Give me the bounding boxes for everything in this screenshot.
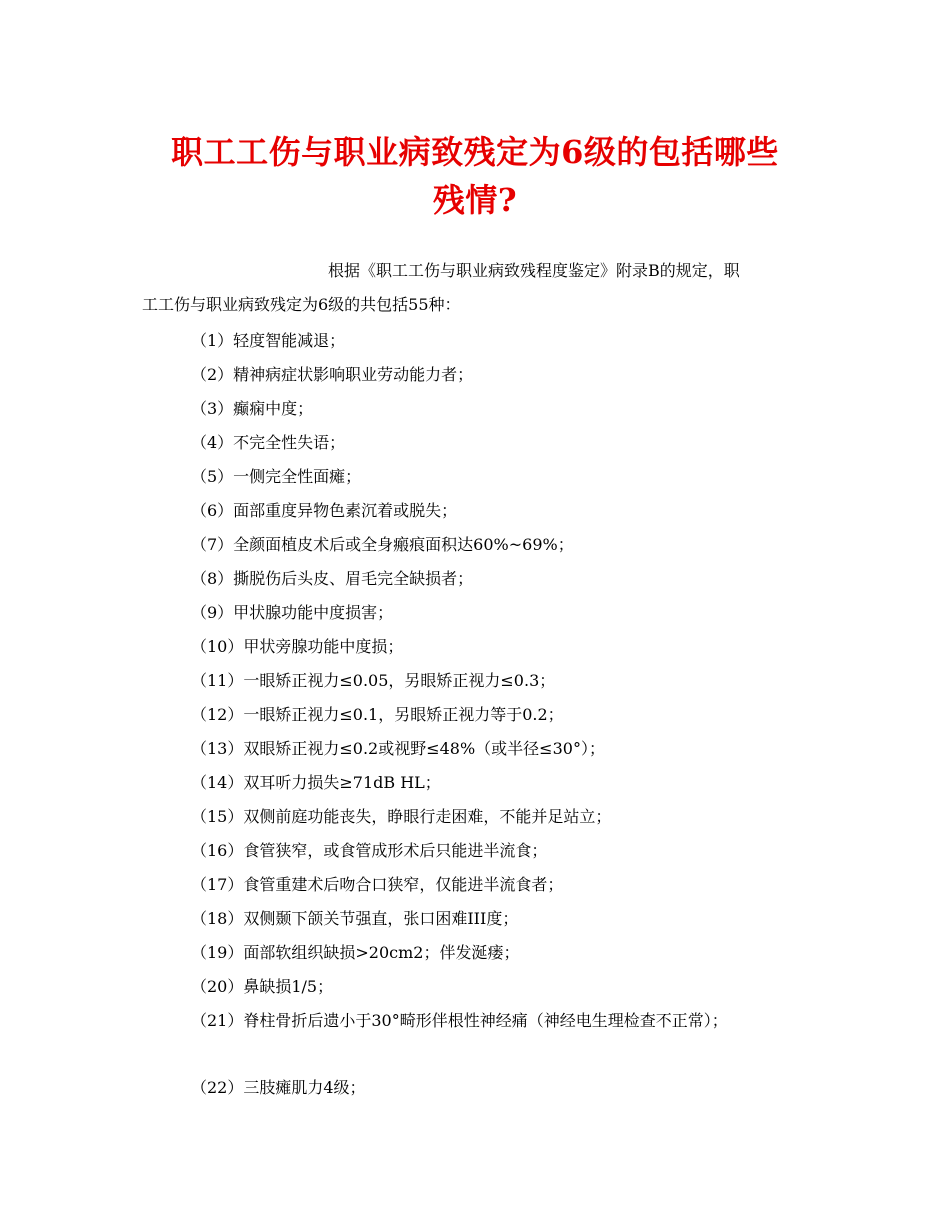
list-item: （18）双侧颞下颌关节强直，张口困难III度；	[191, 909, 519, 928]
list-item: （2）精神病症状影响职业劳动能力者；	[191, 365, 474, 384]
intro-line-2: 工工伤与职业病致残定为6级的共包括55种：	[142, 295, 461, 314]
title-line-1: 职工工伤与职业病致残定为6级的包括哪些	[171, 133, 779, 171]
list-item: （20）鼻缺损1/5；	[191, 977, 334, 996]
list-item: （8）撕脱伤后头皮、眉毛完全缺损者；	[191, 569, 474, 588]
list-item: （16）食管狭窄，或食管成形术后只能进半流食；	[191, 841, 548, 860]
list-item: （13）双眼矫正视力≤0.2或视野≤48%（或半径≤30°）；	[191, 739, 605, 758]
list-item: （5）一侧完全性面瘫；	[191, 467, 362, 486]
list-item: （9）甲状腺功能中度损害；	[191, 603, 394, 622]
list-item: （19）面部软组织缺损>20cm2；伴发涎瘘；	[191, 943, 520, 962]
list-item: （1）轻度智能减退；	[191, 331, 346, 350]
title-line-2: 残情?	[432, 181, 518, 219]
list-item: （14）双耳听力损失≥71dB HL；	[191, 773, 441, 792]
list-item: （10）甲状旁腺功能中度损；	[191, 637, 404, 656]
list-item: （11）一眼矫正视力≤0.05，另眼矫正视力≤0.3；	[191, 671, 556, 690]
disability-list	[191, 324, 851, 1105]
list-item: （15）双侧前庭功能丧失，睁眼行走困难，不能并足站立；	[191, 807, 612, 826]
list-item: （12）一眼矫正视力≤0.1，另眼矫正视力等于0.2；	[191, 705, 564, 724]
list-item: （6）面部重度异物色素沉着或脱失；	[191, 501, 458, 520]
list-item: （17）食管重建术后吻合口狭窄，仅能进半流食者；	[191, 875, 564, 894]
list-item: （7）全颜面植皮术后或全身瘢痕面积达60%~69%；	[191, 535, 574, 554]
intro-line-1: 根据《职工工伤与职业病致残程度鉴定》附录B的规定，职	[328, 261, 740, 280]
intro-paragraph	[142, 254, 822, 322]
list-item: （22）三肢瘫肌力4级；	[191, 1078, 366, 1097]
list-item: （4）不完全性失语；	[191, 433, 346, 452]
list-item: （21）脊柱骨折后遗小于30°畸形伴根性神经痛（神经电生理检查不正常）；	[191, 1011, 728, 1030]
list-item: （3）癫痫中度；	[191, 399, 314, 418]
document-title	[120, 128, 830, 224]
